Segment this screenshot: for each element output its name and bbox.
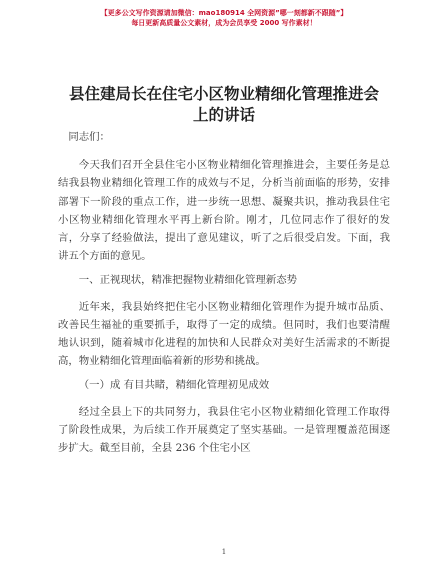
page-number: 1 — [221, 548, 227, 556]
promo-banner-line2: 每日更新高质量公文素材，成为会员享受 2000 写作素材！ — [131, 19, 317, 27]
promo-banner-line1: 【更多公文写作资源请加微信：mao180914 全网资源”哪一刻都新不跟随”】 — [100, 9, 348, 17]
promo-banner — [0, 8, 448, 28]
paragraph-situation: 近年来，我县始终把住宅小区物业精细化管理作为提升城市品质、改善民生福祉的重要抓手，取得了一定的成绩。但同时，我们也要清醒地认识到，随着城市化进程的加快和人民群众对美好生活需求的不断提高，物业精细化管理面临着新的形势和挑战。 — [58, 300, 390, 368]
paragraph-intro: 今天我们召开全县住宅小区物业精细化管理推进会，主要任务是总结我县物业精细化管理工作的成效与不足，分析当前面临的形势，安排部署下一阶段的重点工作，进一步统一思想、凝聚共识，推动我县住宅小区物业精细化管理水平再上新台阶。刚才，几位同志作了很好的发言，分享了经验做法，提出了意见建议，听了之后很受启发。下面，我讲五个方面的意见。 — [58, 159, 390, 263]
title-line-1: 县住建局长在住宅小区物业精细化管理推进会 — [68, 85, 379, 103]
paragraph-results: 经过全县上下的共同努力，我县住宅小区物业精细化管理工作取得了阶段性成果，为后续工作开展奠定了坚实基础。一是管理覆盖范围逐步扩大。截至目前，全县 236 个住宅小区 — [58, 405, 390, 455]
greeting: 同志们： — [68, 131, 110, 143]
document-body — [58, 128, 390, 461]
section-heading-1: 一、正视现状，精准把握物业精细化管理新态势 — [78, 274, 297, 287]
document-title — [56, 84, 392, 126]
title-line-2: 上的讲话 — [192, 106, 255, 124]
subsection-heading-1: （一）成 有目共睹，精细化管理初见成效 — [78, 379, 270, 392]
